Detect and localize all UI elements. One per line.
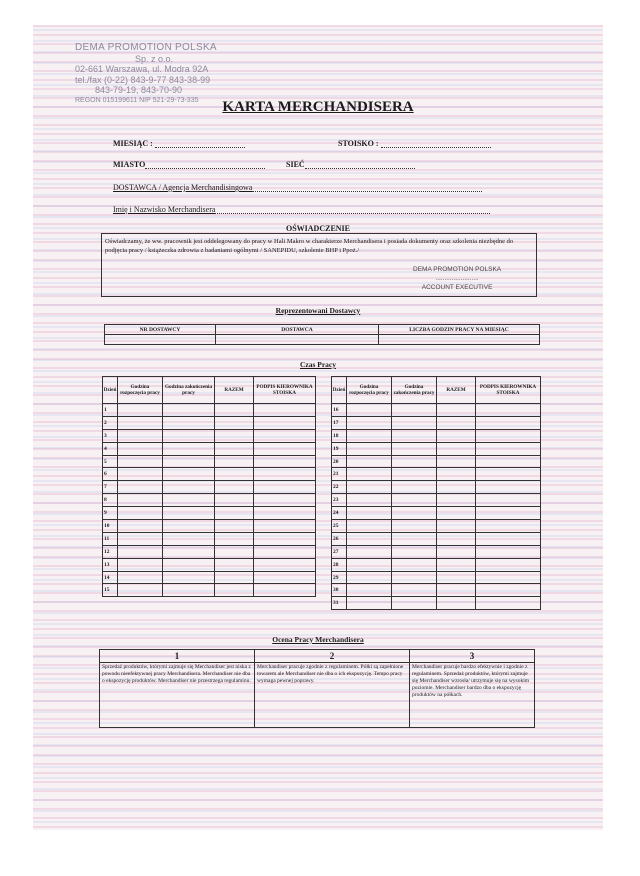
time-cell[interactable] (437, 545, 476, 558)
worktime-row (103, 468, 316, 481)
time-cell[interactable] (347, 571, 392, 584)
time-cell[interactable] (215, 520, 254, 533)
time-cell[interactable] (347, 545, 392, 558)
time-cell[interactable] (437, 455, 476, 468)
time-cell[interactable] (163, 507, 215, 520)
time-cell[interactable] (118, 520, 163, 533)
time-cell[interactable] (437, 520, 476, 533)
day-number: 30 (332, 584, 347, 597)
time-cell[interactable] (254, 404, 316, 417)
day-number: 24 (332, 507, 347, 520)
month-label: MIESIĄC : (113, 139, 153, 148)
day-number: 9 (103, 507, 118, 520)
time-cell[interactable] (118, 494, 163, 507)
time-cell[interactable] (476, 494, 541, 507)
worktime-table-left (102, 376, 316, 597)
time-cell[interactable] (476, 558, 541, 571)
time-cell[interactable] (163, 442, 215, 455)
worktime-row (103, 494, 316, 507)
time-cell[interactable] (215, 429, 254, 442)
supplier-cell[interactable] (216, 335, 379, 345)
time-cell[interactable] (437, 429, 476, 442)
suppliers-header-nr: NR DOSTAWCY (105, 325, 216, 335)
day-number: 19 (332, 442, 347, 455)
worktime-table-right (331, 376, 541, 610)
header-day: Dzień (103, 377, 118, 404)
worktime-row (103, 558, 316, 571)
company-phone2: 843-79-19, 843-70-90 (95, 85, 183, 95)
time-cell[interactable] (476, 507, 541, 520)
time-cell[interactable] (215, 494, 254, 507)
day-number: 10 (103, 520, 118, 533)
time-cell[interactable] (254, 455, 316, 468)
worktime-row (332, 558, 541, 571)
worktime-row (103, 507, 316, 520)
time-cell[interactable] (163, 429, 215, 442)
worktime-row (332, 481, 541, 494)
stamp-line-1: DEMA PROMOTION POLSKA (413, 266, 502, 273)
company-stamp (413, 265, 501, 292)
time-cell[interactable] (476, 416, 541, 429)
city-label: MIASTO (113, 160, 146, 169)
worktime-row (103, 429, 316, 442)
time-cell[interactable] (118, 481, 163, 494)
time-cell[interactable] (347, 532, 392, 545)
day-number: 4 (103, 442, 118, 455)
time-cell[interactable] (163, 455, 215, 468)
time-cell[interactable] (347, 455, 392, 468)
header-start: Godzina rozpoczęcia pracy (347, 377, 392, 404)
day-number: 17 (332, 416, 347, 429)
day-number: 26 (332, 532, 347, 545)
company-phone: tel./fax (0-22) 843-9-77 843-38-99 (75, 74, 211, 85)
time-cell[interactable] (118, 468, 163, 481)
time-cell[interactable] (347, 442, 392, 455)
page-title: KARTA MERCHANDISERA (222, 99, 414, 115)
day-number: 23 (332, 494, 347, 507)
day-number: 7 (103, 481, 118, 494)
time-cell[interactable] (347, 481, 392, 494)
stamp-line-2: ........................ (435, 275, 479, 282)
time-cell[interactable] (347, 494, 392, 507)
header-start: Godzina rozpoczęcia pracy (118, 377, 163, 404)
worktime-row (332, 494, 541, 507)
time-cell[interactable] (476, 532, 541, 545)
day-number: 27 (332, 545, 347, 558)
time-cell[interactable] (118, 442, 163, 455)
time-cell[interactable] (254, 571, 316, 584)
worktime-row (103, 545, 316, 558)
time-cell[interactable] (476, 442, 541, 455)
time-cell[interactable] (215, 442, 254, 455)
worktime-row (103, 442, 316, 455)
time-cell[interactable] (347, 597, 392, 610)
suppliers-header-supplier: DOSTAWCA (216, 325, 379, 335)
worktime-row (332, 455, 541, 468)
month-field (113, 139, 245, 148)
grade-3-text: Merchandiser pracuje bardzo efektywnie i zgodnie z regulaminem. Sprzedaż produktów, którymi zajmuje się Merchandiser wzrosła/ utrzymuje się na wysokim poziomie. Merchandiser bardzo dba o ekspozycję produktów na półkach. (410, 663, 535, 728)
declaration-title: OŚWIADCZENIE (285, 224, 350, 233)
day-number: 3 (103, 429, 118, 442)
time-cell[interactable] (215, 416, 254, 429)
stand-label: STOISKO : (338, 139, 379, 148)
worktime-row (332, 597, 541, 610)
time-cell[interactable] (476, 545, 541, 558)
time-cell[interactable] (254, 494, 316, 507)
time-cell[interactable] (118, 416, 163, 429)
time-cell[interactable] (118, 404, 163, 417)
time-cell[interactable] (254, 584, 316, 597)
day-number: 29 (332, 571, 347, 584)
time-cell[interactable] (392, 404, 437, 417)
merchandiser-name-label: Imię i Nazwisko Merchandisera (113, 205, 216, 214)
day-number: 5 (103, 455, 118, 468)
time-cell[interactable] (347, 558, 392, 571)
time-cell[interactable] (215, 532, 254, 545)
time-cell[interactable] (476, 520, 541, 533)
time-cell[interactable] (392, 416, 437, 429)
time-cell[interactable] (392, 584, 437, 597)
worktime-row (103, 404, 316, 417)
worktime-row (332, 429, 541, 442)
day-number: 8 (103, 494, 118, 507)
time-cell[interactable] (215, 404, 254, 417)
day-number: 31 (332, 597, 347, 610)
worktime-row (332, 468, 541, 481)
day-number: 12 (103, 545, 118, 558)
time-cell[interactable] (215, 571, 254, 584)
time-cell[interactable] (347, 507, 392, 520)
time-cell[interactable] (254, 481, 316, 494)
time-cell[interactable] (476, 481, 541, 494)
day-number: 11 (103, 532, 118, 545)
network-field (286, 160, 415, 169)
header-total: RAZEM (437, 377, 476, 404)
merchandiser-name-field (113, 205, 490, 214)
time-cell[interactable] (392, 442, 437, 455)
day-number: 16 (332, 404, 347, 417)
time-cell[interactable] (437, 584, 476, 597)
time-cell[interactable] (476, 584, 541, 597)
company-name: DEMA PROMOTION POLSKA (75, 42, 217, 53)
evaluation-title: Ocena Pracy Merchandisera (272, 635, 364, 644)
time-cell[interactable] (437, 494, 476, 507)
worktime-row (332, 507, 541, 520)
time-cell[interactable] (254, 507, 316, 520)
time-cell[interactable] (215, 455, 254, 468)
time-cell[interactable] (118, 545, 163, 558)
time-cell[interactable] (437, 468, 476, 481)
time-cell[interactable] (254, 520, 316, 533)
day-number: 1 (103, 404, 118, 417)
time-cell[interactable] (437, 442, 476, 455)
time-cell[interactable] (437, 481, 476, 494)
time-cell[interactable] (347, 468, 392, 481)
day-number: 6 (103, 468, 118, 481)
time-cell[interactable] (254, 468, 316, 481)
time-cell[interactable] (163, 481, 215, 494)
time-cell[interactable] (437, 558, 476, 571)
time-cell[interactable] (347, 416, 392, 429)
time-cell[interactable] (163, 494, 215, 507)
worktime-row (332, 416, 541, 429)
time-cell[interactable] (118, 507, 163, 520)
time-cell[interactable] (163, 558, 215, 571)
supplier-field (113, 183, 482, 192)
time-cell[interactable] (163, 520, 215, 533)
time-cell[interactable] (392, 520, 437, 533)
time-cell[interactable] (347, 520, 392, 533)
time-cell[interactable] (392, 455, 437, 468)
time-cell[interactable] (163, 468, 215, 481)
time-cell[interactable] (254, 532, 316, 545)
network-label: SIEĆ (286, 160, 305, 169)
grade-3: 3 (410, 650, 535, 663)
time-cell[interactable] (118, 455, 163, 468)
worktime-row (332, 442, 541, 455)
worktime-row (103, 532, 316, 545)
stamp-line-3: ACCOUNT EXECUTIVE (421, 284, 493, 291)
company-header (75, 43, 217, 106)
grade-2: 2 (255, 650, 410, 663)
time-cell[interactable] (347, 584, 392, 597)
worktime-title: Czas Pracy (299, 360, 337, 369)
time-cell[interactable] (215, 468, 254, 481)
time-cell[interactable] (476, 429, 541, 442)
time-cell[interactable] (254, 442, 316, 455)
time-cell[interactable] (118, 584, 163, 597)
time-cell[interactable] (118, 532, 163, 545)
time-cell[interactable] (437, 416, 476, 429)
worktime-row (332, 545, 541, 558)
time-cell[interactable] (476, 571, 541, 584)
grade-1: 1 (100, 650, 255, 663)
supplier-cell[interactable] (105, 335, 216, 345)
time-cell[interactable] (215, 545, 254, 558)
time-cell[interactable] (118, 571, 163, 584)
time-cell[interactable] (476, 455, 541, 468)
worktime-row (332, 404, 541, 417)
time-cell[interactable] (163, 584, 215, 597)
supplier-cell[interactable] (379, 335, 540, 345)
time-cell[interactable] (392, 494, 437, 507)
declaration-text: Oświadczamy, że ww. pracownik jest oddelegowany do pracy w Hali Makro w charakterze Merchandisera i posiada dokumenty oraz szkolenia niezbędne do podjęcia pracy / książeczka zdrowia z badaniami ogólnymi / SANEPIDU, szkolenie BHP i Ppoż./ (105, 238, 514, 254)
time-cell[interactable] (163, 545, 215, 558)
document-page (33, 25, 603, 830)
suppliers-header-hours: LICZBA GODZIN PRACY NA MIESIĄC (379, 325, 540, 335)
time-cell[interactable] (215, 558, 254, 571)
time-cell[interactable] (437, 532, 476, 545)
time-cell[interactable] (347, 404, 392, 417)
worktime-row (103, 571, 316, 584)
day-number: 28 (332, 558, 347, 571)
day-number: 15 (103, 584, 118, 597)
suppliers-title: Reprezentowani Dostawcy (275, 306, 361, 315)
city-field (113, 160, 265, 169)
time-cell[interactable] (163, 532, 215, 545)
worktime-row (332, 532, 541, 545)
time-cell[interactable] (254, 558, 316, 571)
supplier-label: DOSTAWCA / Agencja Merchandisingowa (113, 183, 253, 192)
time-cell[interactable] (254, 416, 316, 429)
time-cell[interactable] (392, 507, 437, 520)
time-cell[interactable] (437, 507, 476, 520)
time-cell[interactable] (215, 507, 254, 520)
day-number: 25 (332, 520, 347, 533)
time-cell[interactable] (392, 532, 437, 545)
day-number: 21 (332, 468, 347, 481)
time-cell[interactable] (392, 558, 437, 571)
suppliers-table (104, 324, 540, 345)
worktime-row (103, 416, 316, 429)
worktime-row (103, 455, 316, 468)
day-number: 14 (103, 571, 118, 584)
worktime-row (103, 481, 316, 494)
company-address: 02-661 Warszawa, ul. Modra 92A (75, 64, 209, 74)
time-cell[interactable] (392, 571, 437, 584)
time-cell[interactable] (437, 404, 476, 417)
header-total: RAZEM (215, 377, 254, 404)
worktime-row (103, 584, 316, 597)
day-number: 22 (332, 481, 347, 494)
time-cell[interactable] (118, 558, 163, 571)
time-cell[interactable] (347, 429, 392, 442)
time-cell[interactable] (215, 481, 254, 494)
time-cell[interactable] (476, 468, 541, 481)
day-number: 18 (332, 429, 347, 442)
time-cell[interactable] (392, 545, 437, 558)
evaluation-table (99, 649, 535, 728)
header-end: Godzina zakończenia pracy (163, 377, 215, 404)
day-number: 20 (332, 455, 347, 468)
worktime-row (332, 520, 541, 533)
time-cell[interactable] (254, 545, 316, 558)
time-cell[interactable] (392, 597, 437, 610)
header-end: Godzina zakończenia pracy (392, 377, 437, 404)
worktime-row (103, 520, 316, 533)
time-cell[interactable] (437, 597, 476, 610)
grade-2-text: Merchandiser pracuje zgodnie z regulaminem. Półki są zapełnione towarem ale Merchandiser nie dba o ich ekspozycję. Tempo pracy wymaga pewnej poprawy. (255, 663, 410, 728)
time-cell[interactable] (476, 597, 541, 610)
time-cell[interactable] (254, 429, 316, 442)
company-ids: REGON 015199611 NIP 521-29-73-335 (75, 96, 199, 104)
time-cell[interactable] (437, 571, 476, 584)
company-legal: Sp. z o.o. (135, 53, 174, 64)
time-cell[interactable] (163, 404, 215, 417)
time-cell[interactable] (163, 416, 215, 429)
time-cell[interactable] (118, 429, 163, 442)
day-number: 13 (103, 558, 118, 571)
time-cell[interactable] (476, 404, 541, 417)
time-cell[interactable] (392, 468, 437, 481)
worktime-row (332, 584, 541, 597)
time-cell[interactable] (163, 571, 215, 584)
header-signature: PODPIS KIEROWNIKA STOISKA (254, 377, 316, 404)
stand-field (338, 139, 491, 148)
time-cell[interactable] (392, 429, 437, 442)
header-day: Dzień (332, 377, 347, 404)
grade-1-text: Sprzedaż produktów, którymi zajmuje się Merchandiser jest niska z powodu nieefektywnej pracy Merchandisera. Merchandiser nie dba o ekspozycję produktów. Merchandiser nie przestrzega regulaminu. (100, 663, 255, 728)
day-number: 2 (103, 416, 118, 429)
time-cell[interactable] (215, 584, 254, 597)
time-cell[interactable] (392, 481, 437, 494)
header-signature: PODPIS KIEROWNIKA STOISKA (476, 377, 541, 404)
worktime-row (332, 571, 541, 584)
